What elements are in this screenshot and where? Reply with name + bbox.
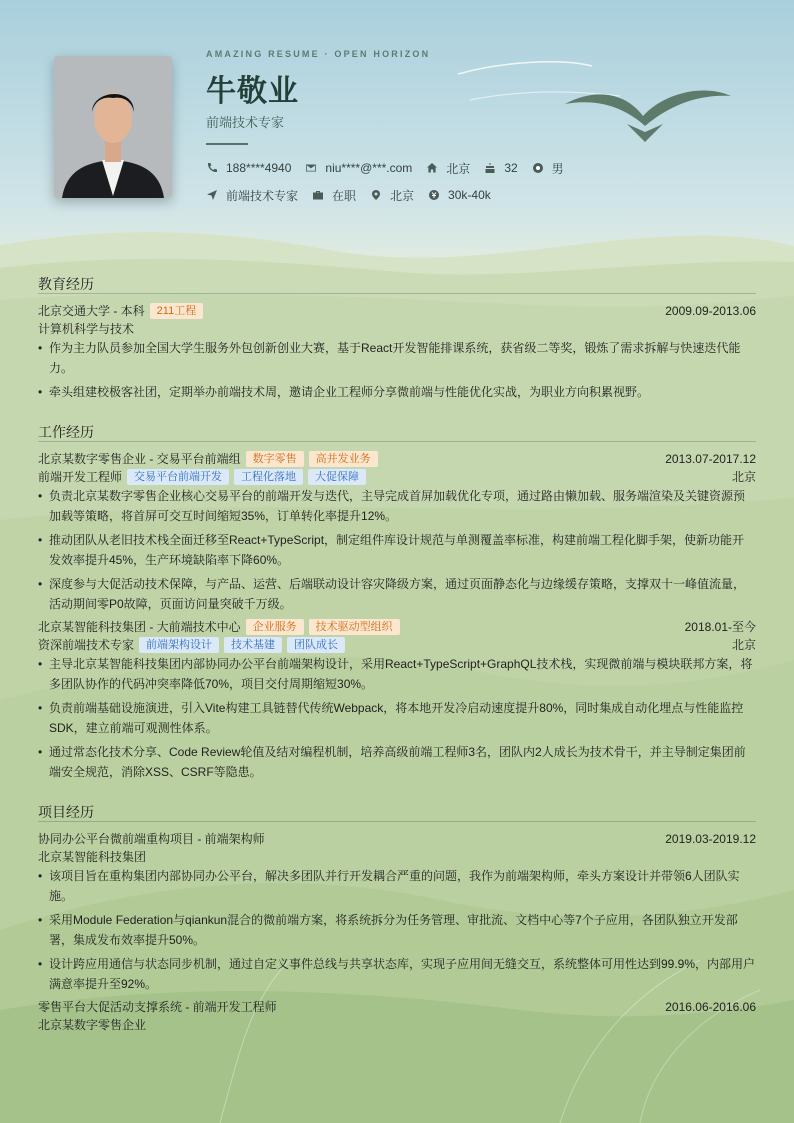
work-city: 北京 bbox=[731, 470, 756, 484]
work-entry-header bbox=[38, 618, 756, 635]
send-icon bbox=[206, 189, 218, 201]
role-tag: 工程化落地 bbox=[234, 469, 303, 485]
work-date: 2013.07-2017.12 bbox=[665, 451, 756, 466]
job-status-item bbox=[312, 187, 356, 204]
major: 计算机科学与技术 bbox=[38, 322, 135, 336]
school-name: 北京交通大学 - 本科 bbox=[38, 304, 145, 318]
company-name: 北京某智能科技集团 - 大前端技术中心 bbox=[38, 620, 241, 634]
gender-item bbox=[532, 160, 564, 177]
education-major-row bbox=[38, 320, 756, 337]
target-position-item bbox=[206, 187, 298, 204]
section-title-work: 工作经历 bbox=[38, 424, 94, 440]
work-date: 2018.01-至今 bbox=[684, 620, 756, 634]
company-tag: 高并发业务 bbox=[309, 451, 378, 467]
section-title-projects: 项目经历 bbox=[38, 804, 94, 820]
role-tag: 交易平台前端开发 bbox=[127, 469, 229, 485]
phone-text: 188****4940 bbox=[226, 161, 292, 175]
job-intent-row bbox=[206, 187, 505, 203]
target-city-item bbox=[370, 187, 414, 204]
email-text: niu****@***.com bbox=[325, 161, 413, 175]
phone-icon bbox=[206, 162, 218, 174]
work-bullet: • 深度参与大促活动技术保障，与产品、运营、后端联动设计容灾降级方案，通过页面静态化与边缘缓存策略，支撑双十一峰值流量，活动期间零P0故障，页面访问量突破千万级。 bbox=[38, 574, 756, 614]
avatar-photo bbox=[54, 56, 172, 198]
age-item bbox=[484, 161, 517, 175]
company-name: 北京某数字零售企业 - 交易平台前端组 bbox=[38, 452, 241, 466]
contact-info-row bbox=[206, 160, 578, 176]
section-divider bbox=[38, 441, 756, 442]
resume-tagline: AMAZING RESUME · OPEN HORIZON bbox=[206, 49, 431, 59]
project-org: 北京某数字零售企业 bbox=[38, 1018, 147, 1032]
role-tag: 技术基建 bbox=[224, 637, 282, 653]
work-role-row bbox=[38, 468, 756, 485]
home-icon bbox=[426, 162, 438, 174]
work-role-row bbox=[38, 636, 756, 653]
hometown-text: 北京 bbox=[446, 161, 471, 176]
work-bullet: • 负责前端基础设施演进，引入Vite构建工具链替代传统Webpack，将本地开发冷启动速度提升80%，同时集成自动化埋点与性能监控SDK，建立前端可观测性体系。 bbox=[38, 698, 756, 738]
gender-icon bbox=[532, 162, 544, 174]
project-entry-header bbox=[38, 830, 756, 847]
job-status-text: 在职 bbox=[332, 188, 357, 203]
company-tag: 数字零售 bbox=[246, 451, 304, 467]
education-date: 2009.09-2013.06 bbox=[665, 303, 756, 318]
role-tag: 大促保障 bbox=[308, 469, 366, 485]
education-bullet: • 作为主力队员参加全国大学生服务外包创新创业大赛，基于React开发智能排课系统，获省级二等奖，锻炼了需求拆解与快速迭代能力。 bbox=[38, 338, 756, 378]
project-bullet: • 设计跨应用通信与状态同步机制，通过自定义事件总线与共享状态库，实现子应用间无缝交互，系统整体可用性达到99.9%，内部用户满意率提升至92%。 bbox=[38, 954, 756, 994]
company-tag: 企业服务 bbox=[246, 619, 304, 635]
bird-icon bbox=[565, 84, 731, 146]
project-org-row bbox=[38, 1016, 756, 1033]
work-bullet: • 主导北京某智能科技集团内部协同办公平台前端架构设计，采用React+TypeScript+GraphQL技术栈，实现微前端与模块联邦方案，将多团队协作的代码冲突率降低70%，项目交付周期缩短30%。 bbox=[38, 654, 756, 694]
project-date: 2016.06-2016.06 bbox=[665, 999, 756, 1014]
candidate-name: 牛敬业 bbox=[206, 75, 299, 108]
role-name: 资深前端技术专家 bbox=[38, 638, 135, 652]
project-org-row bbox=[38, 848, 756, 865]
work-bullet: • 负责北京某数字零售企业核心交易平台的前端开发与迭代，主导完成首屏加载优化专项，通过路由懒加载、服务端渲染及关键资源预加载等策略，将首屏可交互时间缩短35%，订单转化率提升12%。 bbox=[38, 486, 756, 526]
project-name: 零售平台大促活动支撑系统 - 前端开发工程师 bbox=[38, 1000, 277, 1014]
role-tag: 前端架构设计 bbox=[139, 637, 219, 653]
work-entry-header bbox=[38, 450, 756, 467]
project-bullet: • 采用Module Federation与qiankun混合的微前端方案，将系统拆分为任务管理、审批流、文档中心等7个子应用，各团队独立开发部署，集成发布效率提升50%。 bbox=[38, 910, 756, 950]
target-position-text: 前端技术专家 bbox=[226, 188, 299, 203]
project-org: 北京某智能科技集团 bbox=[38, 850, 147, 864]
salary-item bbox=[428, 188, 491, 202]
work-bullet: • 推动团队从老旧技术栈全面迁移至React+TypeScript，制定组件库设计规范与单测覆盖率标准，构建前端工程化脚手架，使新功能开发效率提升45%，生产环境缺陷率下降60%。 bbox=[38, 530, 756, 570]
project-entry-header bbox=[38, 998, 756, 1015]
project-name: 协同办公平台微前端重构项目 - 前端架构师 bbox=[38, 832, 265, 846]
work-bullet: • 通过常态化技术分享、Code Review轮值及结对编程机制，培养高级前端工程师3名，团队内2人成长为技术骨干，并主导制定集团前端安全规范，消除XSS、CSRF等隐患。 bbox=[38, 742, 756, 782]
education-entry-header bbox=[38, 302, 756, 319]
briefcase-icon bbox=[312, 189, 324, 201]
work-city: 北京 bbox=[731, 638, 756, 652]
project-bullet: • 该项目旨在重构集团内部协同办公平台，解决多团队并行开发耦合严重的问题，我作为前端架构师，牵头方案设计并带领6人团队实施。 bbox=[38, 866, 756, 906]
section-divider bbox=[38, 821, 756, 822]
education-bullet: • 牵头组建校极客社团，定期举办前端技术周，邀请企业工程师分享微前端与性能优化实战，为职业方向积累视野。 bbox=[38, 382, 756, 402]
age-text: 32 bbox=[504, 161, 518, 175]
target-city-text: 北京 bbox=[390, 188, 415, 203]
title-underline bbox=[206, 143, 248, 145]
section-title-education: 教育经历 bbox=[38, 276, 94, 292]
role-tag: 团队成长 bbox=[287, 637, 345, 653]
company-tag: 技术驱动型组织 bbox=[309, 619, 400, 635]
salary-text: 30k-40k bbox=[448, 188, 491, 202]
mail-icon bbox=[305, 162, 317, 174]
phone-item bbox=[206, 161, 291, 175]
cake-icon bbox=[484, 162, 496, 174]
role-name: 前端开发工程师 bbox=[38, 470, 123, 484]
location-pin-icon bbox=[370, 189, 382, 201]
school-tag: 211工程 bbox=[150, 303, 204, 319]
email-item bbox=[305, 161, 412, 175]
project-date: 2019.03-2019.12 bbox=[665, 831, 756, 846]
gender-text: 男 bbox=[551, 161, 564, 176]
hometown-item bbox=[426, 160, 470, 177]
candidate-title: 前端技术专家 bbox=[206, 115, 285, 130]
section-divider bbox=[38, 293, 756, 294]
salary-icon bbox=[428, 189, 440, 201]
